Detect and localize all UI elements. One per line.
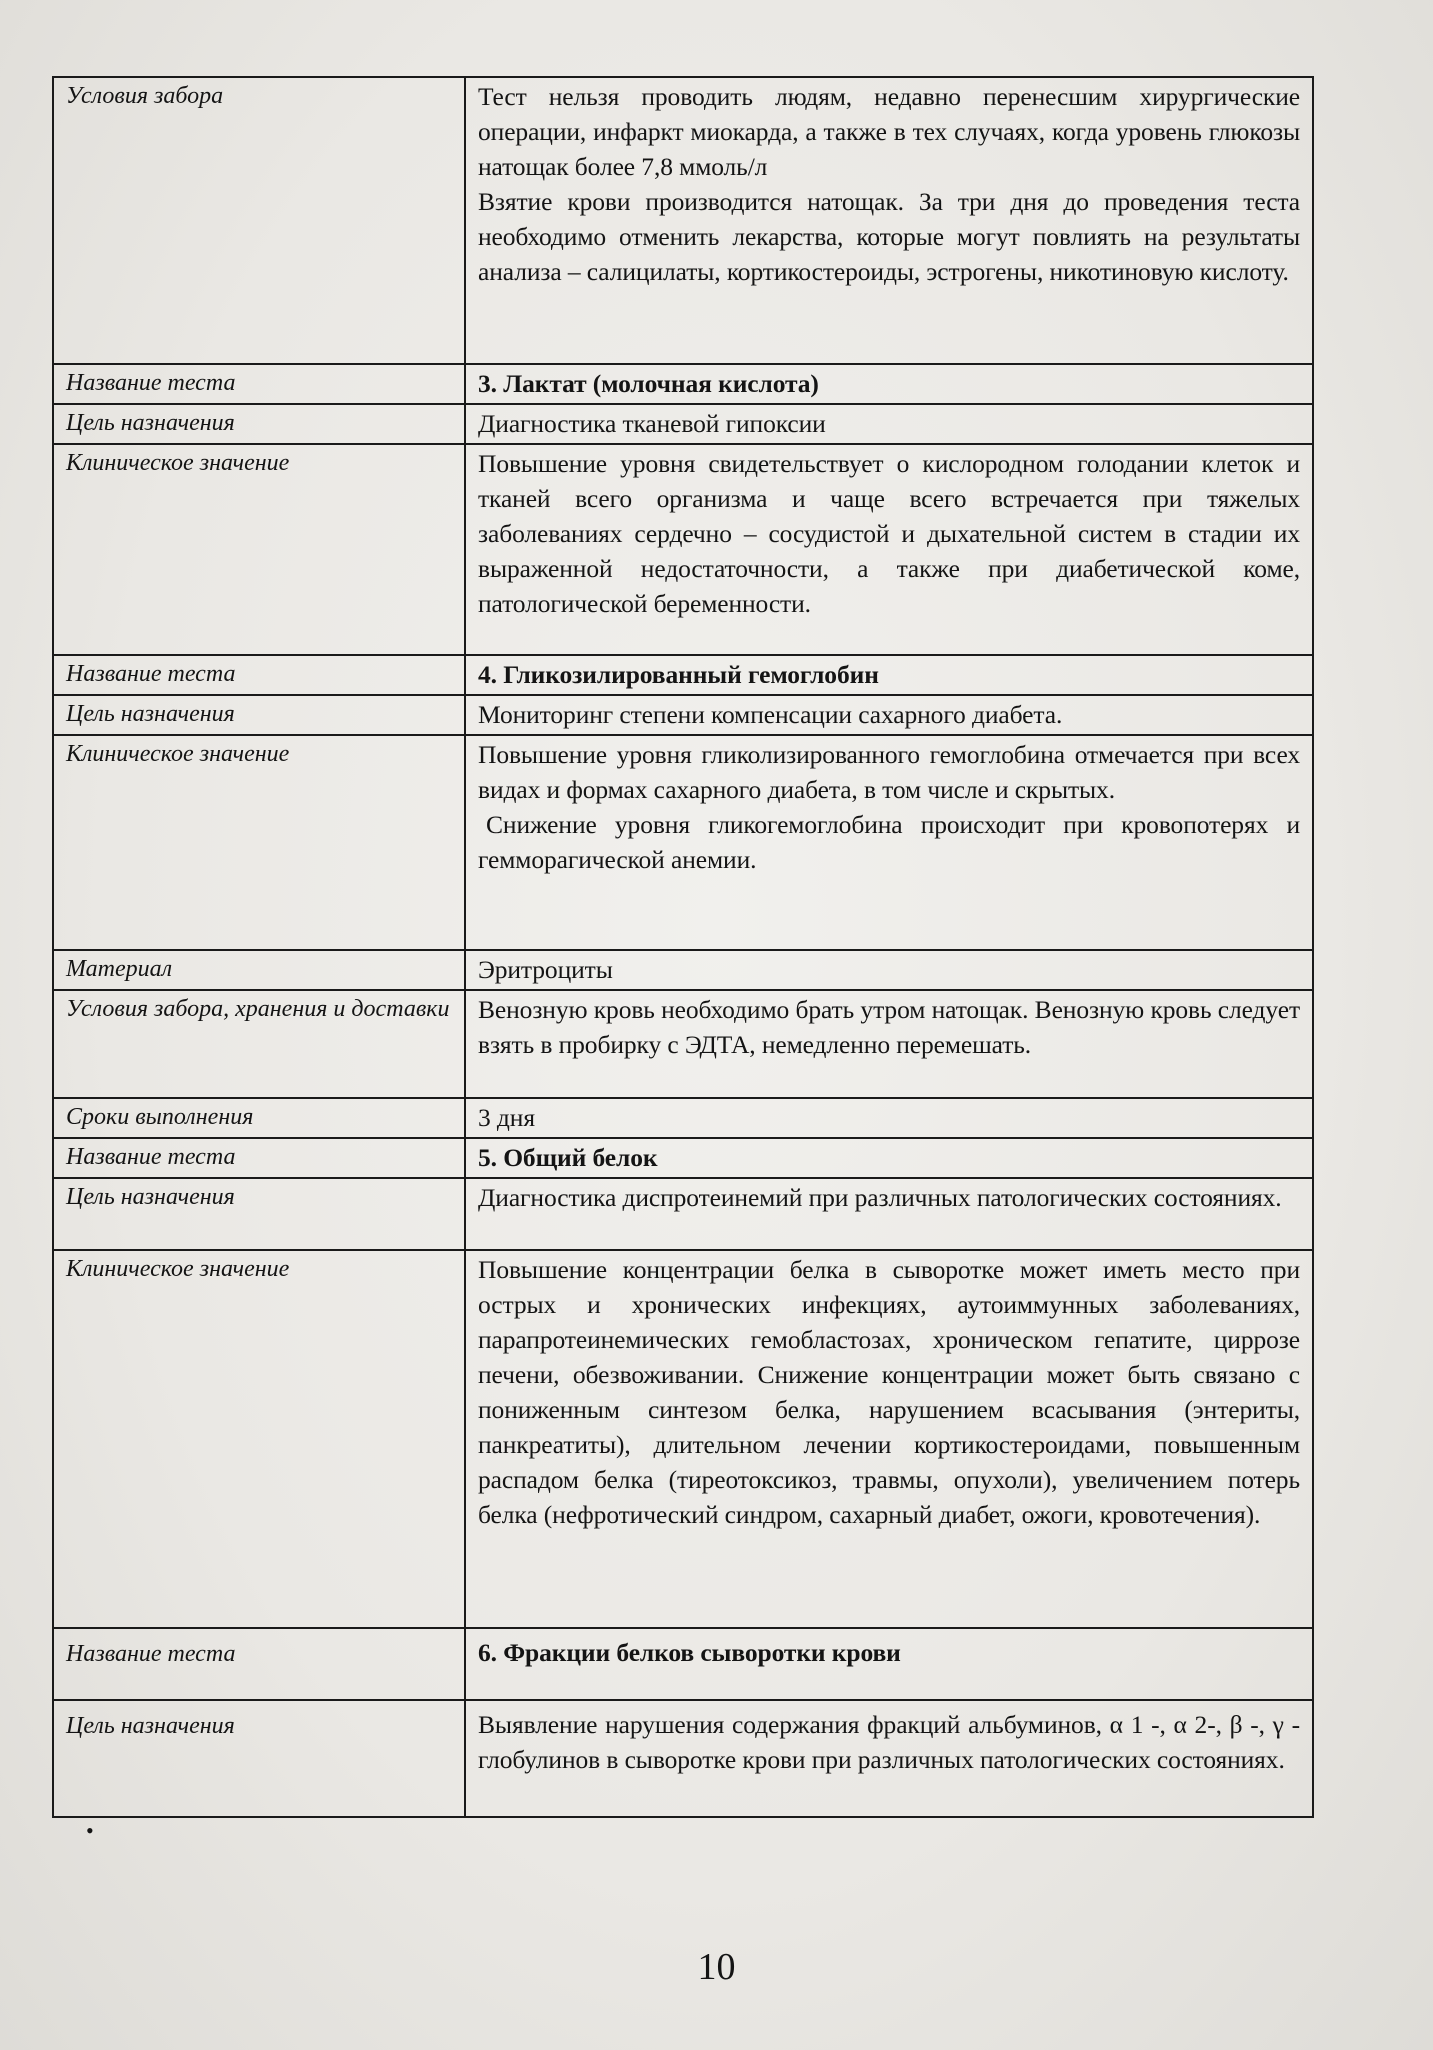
- table-row: [53, 404, 1313, 444]
- row-label: Цель назначения: [53, 1178, 465, 1250]
- table-row: [53, 1250, 1313, 1628]
- row-value: [465, 1178, 1313, 1250]
- row-label: Материал: [53, 950, 465, 990]
- row-label: Название теста: [53, 1138, 465, 1178]
- value-paragraph: Венозную кровь необходимо брать утром натощак. Венозную кровь следует взять в пробирку с ЭДТА, немедленно перемешать.: [478, 995, 1300, 1059]
- row-value: Мониторинг степени компенсации сахарного диабета.: [465, 695, 1313, 735]
- table-row: [53, 695, 1313, 735]
- row-value: [465, 77, 1313, 364]
- row-label: Цель назначения: [53, 695, 465, 735]
- row-value: [465, 1700, 1313, 1817]
- test-title: 5. Общий белок: [465, 1138, 1313, 1178]
- table-row: [53, 77, 1313, 364]
- table-row: [53, 655, 1313, 695]
- table-row: [53, 1138, 1313, 1178]
- table-row: [53, 364, 1313, 404]
- row-value: [465, 735, 1313, 950]
- row-label: Клиническое значение: [53, 735, 465, 950]
- row-label: Условия забора, хранения и доставки: [53, 990, 465, 1098]
- row-value: [465, 990, 1313, 1098]
- table-row: [53, 1178, 1313, 1250]
- lab-test-table: [52, 76, 1314, 1818]
- value-paragraph: Выявление нарушения содержания фракций альбуминов, α 1 -, α 2-, β -, γ - глобулинов в сыворотке крови при различных патологических состояниях.: [478, 1710, 1300, 1774]
- scan-artifact-dot: •: [86, 1818, 94, 1843]
- table-row: [53, 990, 1313, 1098]
- row-value: 3 дня: [465, 1098, 1313, 1138]
- test-title: 3. Лактат (молочная кислота): [465, 364, 1313, 404]
- value-paragraph: Снижение уровня гликогемоглобина происходит при кровопотерях и гемморагической анемии.: [478, 810, 1300, 874]
- row-label: Сроки выполнения: [53, 1098, 465, 1138]
- row-label: Условия забора: [53, 77, 465, 364]
- row-label: Название теста: [53, 655, 465, 695]
- row-value: Эритроциты: [465, 950, 1313, 990]
- row-label: Клиническое значение: [53, 1250, 465, 1628]
- table-row: [53, 1628, 1313, 1700]
- table-row: [53, 1700, 1313, 1817]
- table-row: [53, 444, 1313, 655]
- row-value: Диагностика тканевой гипоксии: [465, 404, 1313, 444]
- value-paragraph: Повышение уровня гликолизированного гемоглобина отмечается при всех видах и формах сахарного диабета, в том числе и скрытых.: [478, 740, 1300, 804]
- row-label: Название теста: [53, 364, 465, 404]
- value-paragraph: Диагностика диспротеинемий при различных патологических состояниях.: [478, 1183, 1282, 1212]
- page-number: 10: [697, 1946, 736, 1988]
- value-paragraph: Тест нельзя проводить людям, недавно перенесшим хирургические операции, инфаркт миокарда, а также в тех случаях, когда уровень глюкозы натощак более 7,8 ммоль/л: [478, 82, 1300, 181]
- value-paragraph: Взятие крови производится натощак. За три дня до проведения теста необходимо отменить лекарства, которые могут повлиять на результаты анализа – салицилаты, кортикостероиды, эстрогены, никотиновую кислоту.: [478, 187, 1300, 286]
- row-value: [465, 1250, 1313, 1628]
- table-row: [53, 1098, 1313, 1138]
- test-title: 4. Гликозилированный гемоглобин: [465, 655, 1313, 695]
- test-title: 6. Фракции белков сыворотки крови: [465, 1628, 1313, 1700]
- value-paragraph: Повышение уровня свидетельствует о кислородном голодании клеток и тканей всего организма и чаще всего встречается при тяжелых заболеваниях сердечно – сосудистой и дыхательной систем в стадии их выраженной недостаточности, а также при диабетической коме, патологической беременности.: [478, 449, 1300, 618]
- row-value: [465, 444, 1313, 655]
- table-row: [53, 950, 1313, 990]
- row-label: Клиническое значение: [53, 444, 465, 655]
- row-label: Цель назначения: [53, 1700, 465, 1817]
- value-paragraph: Повышение концентрации белка в сыворотке может иметь место при острых и хронических инфекциях, аутоиммунных заболеваниях, парапротеинемических гемобластозах, хроническом гепатите, циррозе печени, обезвоживании. Снижение концентрации может быть связано с пониженным синтезом белка, нарушением всасывания (энтериты, панкреатиты), длительном лечении кортикостероидами, повышенным распадом белка (тиреотоксикоз, травмы, опухоли), увеличением потерь белка (нефротический синдром, сахарный диабет, ожоги, кровотечения).: [478, 1255, 1300, 1529]
- row-label: Название теста: [53, 1628, 465, 1700]
- table-row: [53, 735, 1313, 950]
- row-label: Цель назначения: [53, 404, 465, 444]
